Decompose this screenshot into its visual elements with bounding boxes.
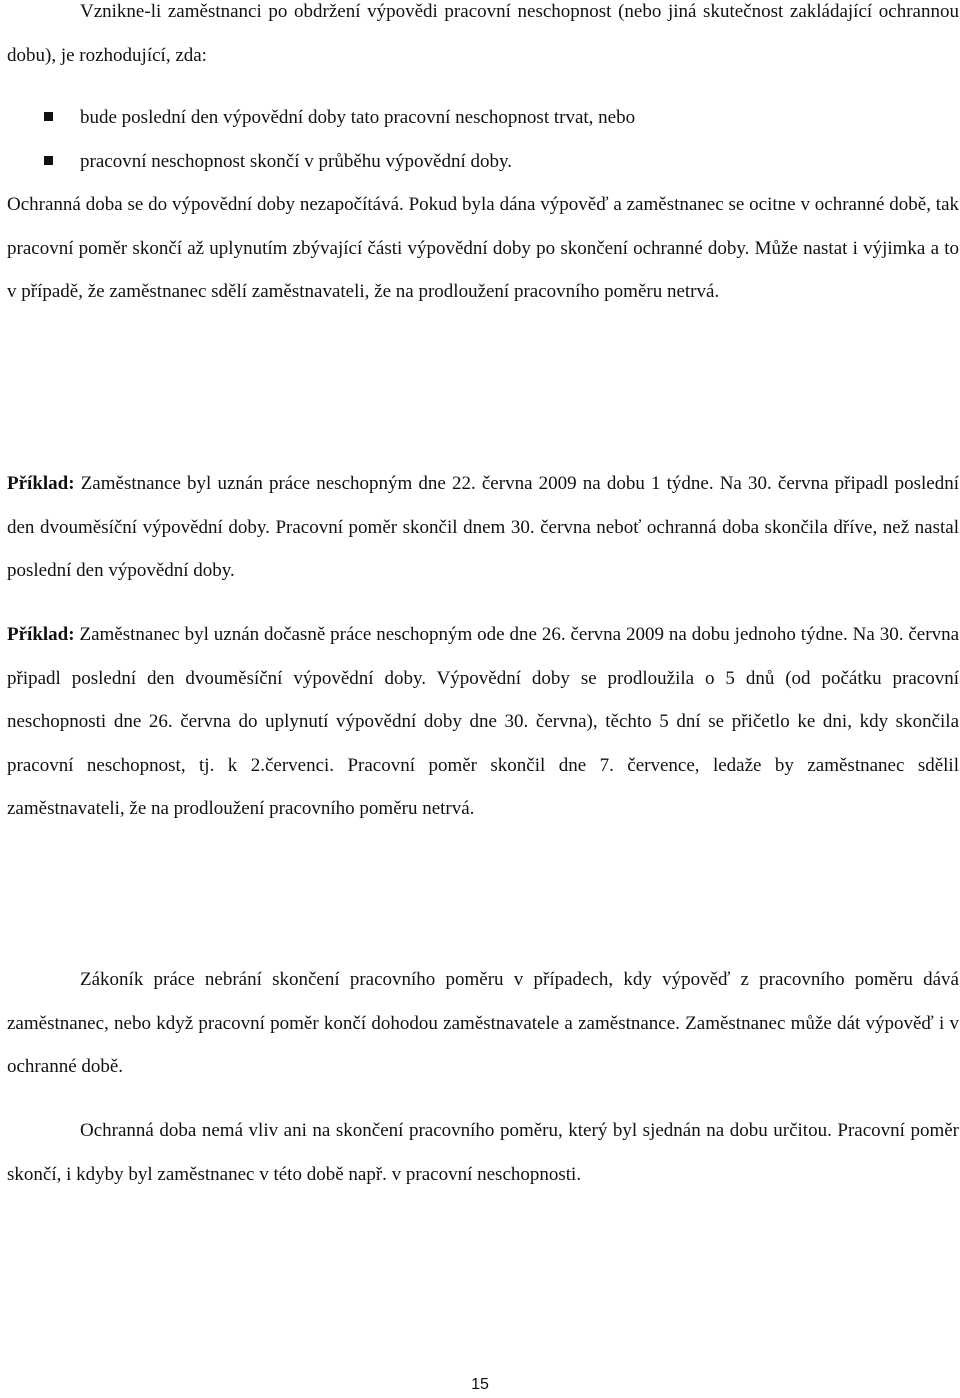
list-item-text: bude poslední den výpovědní doby tato pracovní neschopnost trvat, nebo	[80, 107, 636, 128]
example-label: Příklad:	[7, 473, 75, 494]
list-item-text: pracovní neschopnost skončí v průběhu výpovědní doby.	[80, 150, 512, 172]
paragraph-labour-code: Zákoník práce nebrání skončení pracovního poměru v případech, kdy výpověď z pracovního poměru dává zaměstnanec, nebo když pracovní poměr končí dohodou zaměstnavatele a zaměstnance. Zaměstnanec může dát výpověď i v ochranné době.	[7, 969, 959, 1077]
page-number: 15	[471, 1376, 489, 1393]
square-bullet-icon	[44, 112, 53, 121]
example-label: Příklad:	[7, 624, 75, 645]
example-text: Zaměstnance byl uznán práce neschopným dne 22. června 2009 na dobu 1 týdne. Na 30. června připadl poslední den dvouměsíční výpovědní doby. Pracovní poměr skončil dnem 30. června neboť ochranná doba skončila dříve, než nastal poslední den výpovědní doby.	[7, 473, 959, 581]
paragraph-intro: Vznikne-li zaměstnanci po obdržení výpovědi pracovní neschopnost (nebo jiná skutečnost zakládající ochrannou dobu), je rozhodující, zda:	[7, 1, 959, 66]
paragraph-example-1	[7, 462, 959, 593]
bullet-list	[7, 96, 959, 183]
paragraph-protection-period: Ochranná doba se do výpovědní doby nezapočítává. Pokud byla dána výpověď a zaměstnanec se ocitne v ochranné době, tak pracovní poměr skončí až uplynutím zbývající části výpovědní doby po skončení ochranné doby. Může nastat i výjimka a to v případě, že zaměstnanec sdělí zaměstnavateli, že na prodloužení pracovního poměru netrvá.	[7, 194, 959, 302]
paragraph-fixed-term: Ochranná doba nemá vliv ani na skončení pracovního poměru, který byl sjednán na dobu určitou. Pracovní poměr skončí, i kdyby byl zaměstnanec v této době např. v pracovní neschopnosti.	[7, 1120, 959, 1185]
list-item	[7, 140, 959, 184]
list-item	[7, 96, 959, 140]
square-bullet-icon	[44, 156, 53, 165]
example-text: Zaměstnanec byl uznán dočasně práce neschopným ode dne 26. června 2009 na dobu jednoho týdne. Na 30. června připadl poslední den dvouměsíční výpovědní doby. Výpovědní doby se prodloužila o 5 dnů (od počátku pracovní neschopnosti dne 26. června do uplynutí výpovědní doby dne 30. června), těchto 5 dní se přičetlo ke dni, kdy skončila pracovní neschopnost, tj. k 2.červenci. Pracovní poměr skončil dne 7. července, ledaže by zaměstnanec sdělil zaměstnavateli, že na prodloužení pracovního poměru netrvá.	[7, 624, 959, 819]
paragraph-example-2	[7, 613, 959, 831]
